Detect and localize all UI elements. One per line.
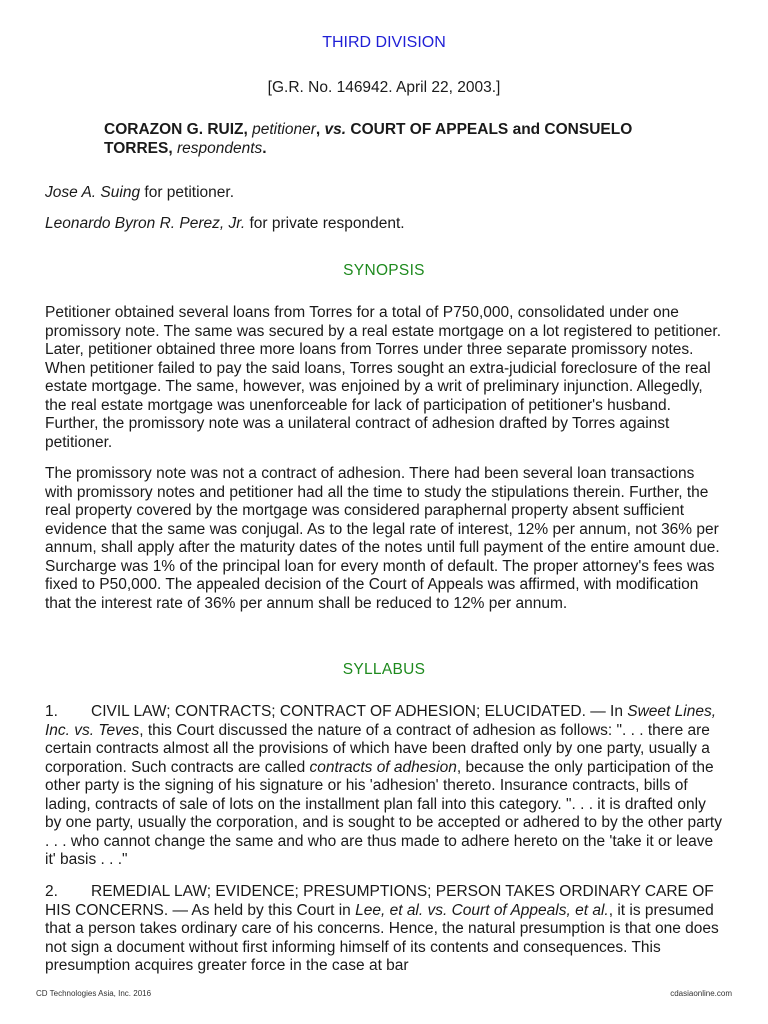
syllabus-item: [45, 703, 725, 870]
counsel-text: for private respondent.: [249, 215, 405, 232]
defined-term: contracts of adhesion: [309, 758, 457, 776]
counsel-petitioner: [45, 184, 234, 202]
case-citation: Sweet Lines, Inc. vs. Teves: [45, 703, 717, 739]
syllabus-text: , it is presumed that a person takes ordinary care of his concerns. Hence, the natural presumption is that one does not sign a document without first informing himself of its contents and consequences. This presumption acquires greater force in the case at bar: [45, 901, 719, 974]
syllabus-item-number: 2.: [45, 883, 58, 900]
case-number: [G.R. No. 146942. April 22, 2003.]: [267, 79, 501, 96]
syllabus-text: , this Court discussed the nature of a contract of adhesion as follows: ". . . there are certain contracts almost all the provisions of which have been drafted only by one party, usually a corporation. Such contracts are called: [45, 721, 710, 776]
syllabus-text: , because the only participation of the other party is the signing of his signature or his 'adhesion' thereto. Insurance contracts, bills of lading, contracts of sale of lots on the installment plan fall into this category. ". . . it is drafted only by one party, usually the corporation, and is sought to be accepted or adhered to by the other party . . . who cannot change the same and who are thus made to adhere hereto on the 'take it or leave it' basis . . .": [45, 758, 722, 868]
petitioner-name: CORAZON G. RUIZ: [104, 121, 244, 138]
versus-label: vs.: [324, 121, 347, 138]
case-citation: Lee, et al. vs. Court of Appeals, et al.: [355, 901, 609, 919]
syllabus-text: CIVIL LAW; CONTRACTS; CONTRACT OF ADHESION; ELUCIDATED. — In: [91, 703, 628, 720]
footer-website: cdasiaonline.com: [670, 989, 732, 998]
counsel-respondent: [45, 215, 405, 233]
synopsis-heading: SYNOPSIS: [343, 262, 425, 279]
counsel-name: Leonardo Byron R. Perez, Jr.: [45, 215, 246, 232]
case-parties: CORAZON G. RUIZ, petitioner, vs. COURT OF APPEALS and CONSUELO TORRES, respondents.: [104, 121, 633, 157]
counsel-name: Jose A. Suing: [45, 184, 141, 201]
respondents-names: COURT OF APPEALS and CONSUELO TORRES: [104, 121, 633, 157]
synopsis-paragraph: Petitioner obtained several loans from Torres for a total of P750,000, consolidated under one promissory note. The same was secured by a real estate mortgage on a lot registered to petitioner. Later, petitioner obtained three more loans from Torres under three separate promissory notes. When petitioner failed to pay the said loans, Torres sought an extra-judicial foreclosure of the real estate mortgage. The same, however, was enjoined by a writ of preliminary injunction. Allegedly, the real estate mortgage was unenforceable for lack of participation of petitioner's husband. Further, the promissory note was a unilateral contract of adhesion drafted by Torres against petitioner.: [45, 304, 722, 451]
syllabus-item: [45, 883, 725, 976]
syllabus-heading: SYLLABUS: [342, 661, 426, 678]
synopsis-paragraph: The promissory note was not a contract of adhesion. There had been several loan transactions with promissory notes and petitioner had all the time to study the stipulations therein. Further, the real property covered by the mortgage was considered paraphernal property absent sufficient evidence that the same was conjugal. As to the legal rate of interest, 12% per annum, not 36% per annum, shall apply after the maturity dates of the notes until full payment of the entire amount due. Surcharge was 1% of the principal loan for every month of default. The proper attorney's fees was fixed to P50,000. The appealed decision of the Court of Appeals was affirmed, with modification that the interest rate of 36% per annum shall be reduced to 12% per annum.: [45, 465, 720, 612]
syllabus-item-number: 1.: [45, 703, 58, 720]
syllabus-text: REMEDIAL LAW; EVIDENCE; PRESUMPTIONS; PERSON TAKES ORDINARY CARE OF HIS CONCERNS. — As held by this Court in: [45, 883, 714, 919]
petitioner-role: petitioner: [252, 121, 316, 138]
division-title: THIRD DIVISION: [322, 34, 446, 51]
counsel-text: for petitioner.: [144, 184, 234, 201]
footer-publisher: CD Technologies Asia, Inc. 2016: [36, 989, 152, 998]
respondents-role: respondents: [176, 140, 263, 157]
